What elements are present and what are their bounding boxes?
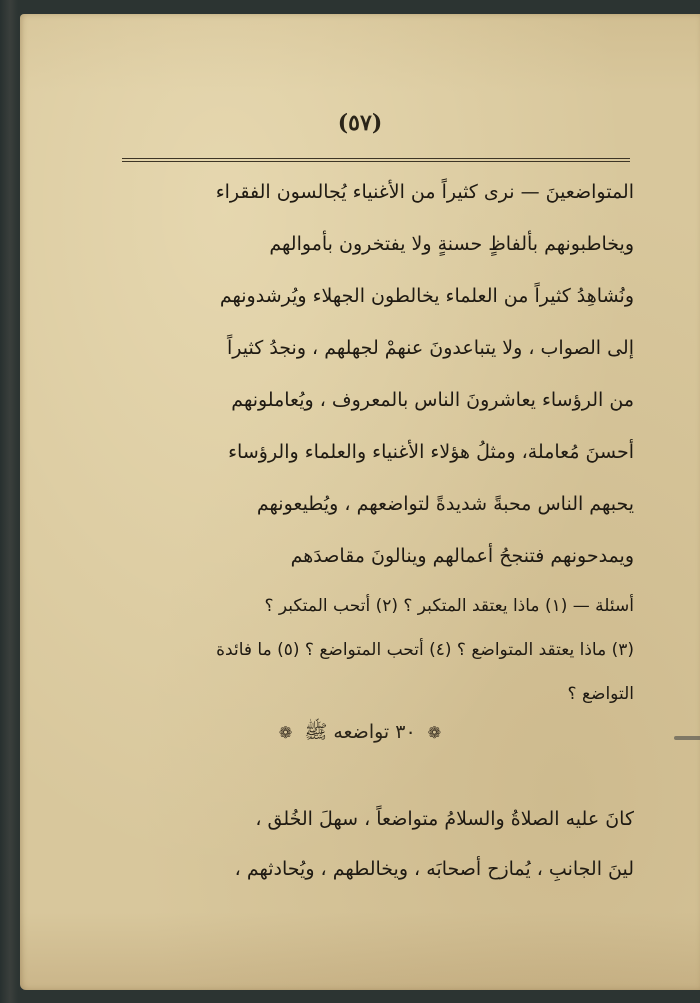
- section-number: ٣٠: [395, 721, 416, 743]
- text-line: إلى الصواب ، ولا يتباعدونَ عنهمْ لجهلهم ، ونجدُ كثيراً: [227, 337, 634, 359]
- text-line: لينَ الجانبِ ، يُمازح أصحابَه ، ويخالطهم ، ويُحادثهم ،: [234, 858, 634, 880]
- ornament-right-icon: ❁: [427, 723, 442, 742]
- section-honorific: ﷺ: [304, 721, 328, 743]
- question-line: (٣) ماذا يعتقد المتواضع ؟ (٤) أتحب المتواضع ؟ (٥) ما فائدة: [216, 640, 634, 660]
- text-line: أحسنَ مُعاملة، ومثلُ هؤلاء الأغنياء والعلماء والرؤساء: [228, 441, 634, 463]
- section-title: تواضعه: [333, 721, 390, 743]
- text-line: كانَ عليه الصلاةُ والسلامُ متواضعاً ، سهلَ الخُلق ،: [255, 808, 634, 830]
- text-line: يحبهم الناس محبةً شديدةً لتواضعهم ، ويُطيعونهم: [256, 493, 634, 515]
- header-rule: [122, 158, 630, 162]
- ornament-left-icon: ❁: [278, 723, 293, 742]
- question-line: أسئلة — (١) ماذا يعتقد المتكبر ؟ (٢) أتحب المتكبر ؟: [264, 596, 634, 616]
- scan-edge-mark: [674, 736, 700, 740]
- section-heading: [20, 720, 700, 748]
- text-line: ويمدحونهم فتنجحُ أعمالهم وينالونَ مقاصدَهم: [290, 545, 634, 567]
- text-line: من الرؤساء يعاشرونَ الناس بالمعروف ، ويُعاملونهم: [231, 389, 634, 411]
- text-line: ويخاطبونهم بألفاظٍ حسنةٍ ولا يفتخرون بأموالهم: [269, 233, 634, 255]
- paragraph-prophet-humility: [118, 794, 634, 894]
- paragraph-humility-examples: [118, 166, 634, 582]
- page-number: (٥٧): [337, 110, 383, 136]
- book-page: [20, 14, 700, 990]
- questions-block: [118, 584, 634, 716]
- text-line: ونُشاهِدُ كثيراً من العلماء يخالطون الجهلاء ويُرشدونهم: [219, 285, 634, 307]
- text-line: المتواضعينَ — نرى كثيراً من الأغنياء يُجالسون الفقراء: [215, 181, 634, 203]
- question-line: التواضع ؟: [567, 684, 634, 704]
